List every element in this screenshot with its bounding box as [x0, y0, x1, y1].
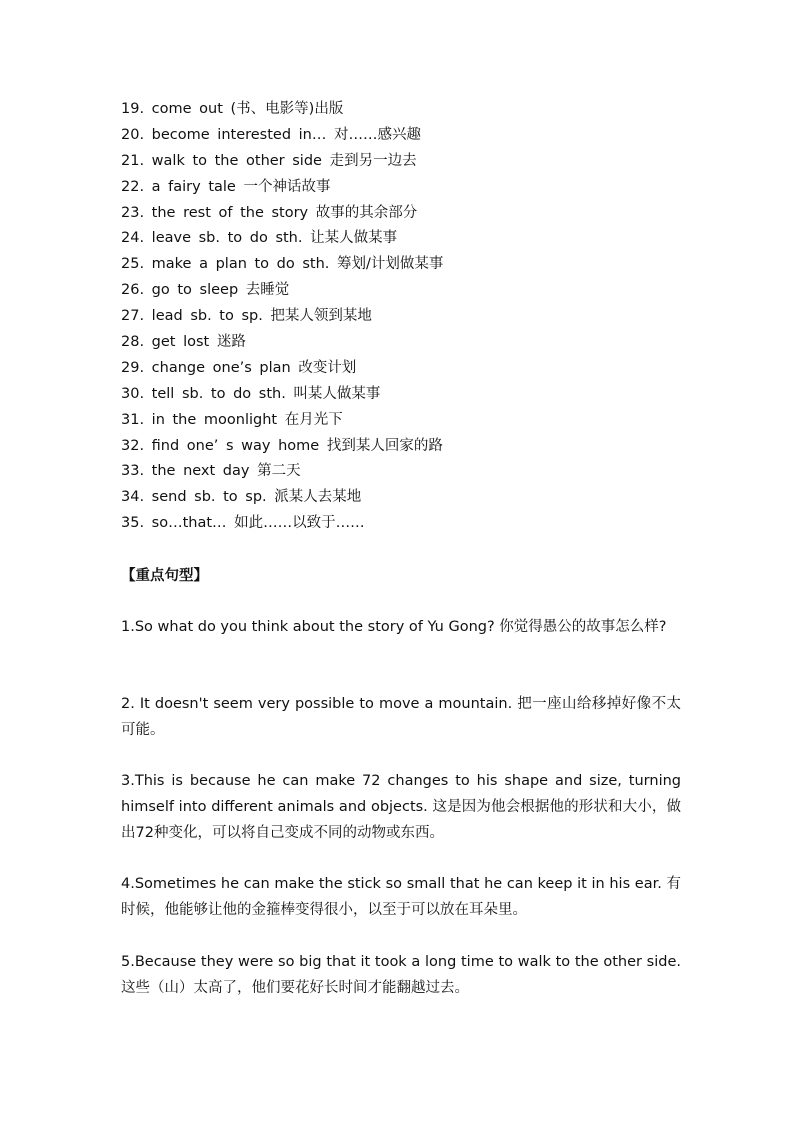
list-item: 31. in the moonlight 在月光下: [121, 411, 343, 428]
list-item: 30. tell sb. to do sth. 叫某人做某事: [121, 385, 381, 402]
list-item: 32. find one’ s way home 找到某人回家的路: [121, 437, 443, 454]
phrase-list: [121, 97, 443, 537]
sentence-paragraph: 4.Sometimes he can make the stick so small that he can keep it in his ear. 有时候，他能够让他的金箍棒变得很小，以至于可以放在耳朵里。: [121, 876, 681, 918]
list-item: 20. become interested in… 对……感兴趣: [121, 126, 421, 143]
list-item: 22. a fairy tale 一个神话故事: [121, 178, 331, 195]
list-item: 19. come out (书、电影等)出版: [121, 101, 344, 117]
sentence-paragraph: 3.This is because he can make 72 changes to his shape and size, turning himself into different animals and objects. 这是因为他会根据他的形状和大小，做出72种变化，可以将自己变成不同的动物或东西。: [121, 773, 681, 841]
list-item: 27. lead sb. to sp. 把某人领到某地: [121, 308, 372, 325]
sentence-paragraph: 5.Because they were so big that it took a long time to walk to the other side. 这些（山）太高了，他们要花好长时间才能翻越过去。: [121, 954, 681, 996]
list-item: 28. get lost 迷路: [121, 334, 246, 351]
list-item: 26. go to sleep 去睡觉: [121, 282, 290, 299]
list-item: 33. the next day 第二天: [121, 463, 301, 480]
sentence-paragraph: 2. It doesn't seem very possible to move a mountain. 把一座山给移掉好像不太可能。: [121, 696, 681, 738]
list-item: 34. send sb. to sp. 派某人去某地: [121, 489, 362, 506]
list-item: 35. so…that… 如此……以致于……: [121, 515, 365, 532]
list-item: 25. make a plan to do sth. 筹划/计划做某事: [121, 256, 444, 273]
sentence-paragraph: 1.So what do you think about the story of Yu Gong? 你觉得愚公的故事怎么样?: [121, 619, 667, 635]
section-heading: 【重点句型】: [121, 568, 208, 584]
list-item: 21. walk to the other side 走到另一边去: [121, 152, 417, 169]
list-item: 29. change one’s plan 改变计划: [121, 359, 357, 376]
list-item: 23. the rest of the story 故事的其余部分: [121, 204, 418, 221]
list-item: 24. leave sb. to do sth. 让某人做某事: [121, 230, 398, 247]
